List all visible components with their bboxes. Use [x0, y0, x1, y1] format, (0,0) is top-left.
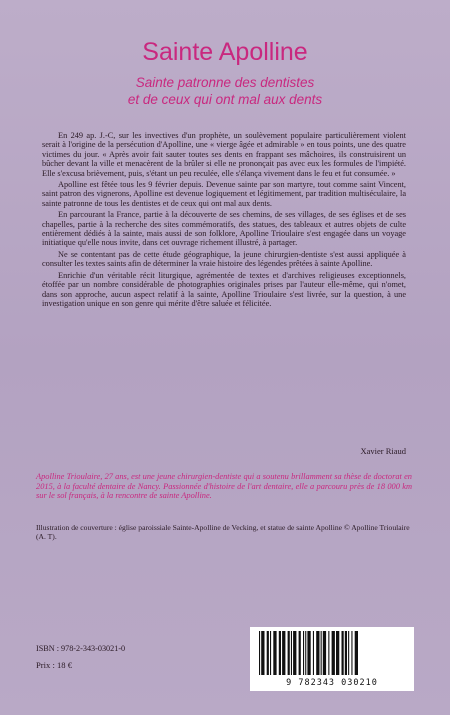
barcode-digits: 9 782343 030210: [286, 678, 378, 688]
barcode-bar: [259, 631, 260, 675]
barcode-bar: [279, 631, 281, 675]
barcode-bar: [332, 631, 335, 675]
subtitle-line-2: et de ceux qui ont mal aux dents: [127, 92, 323, 107]
barcode-bar: [288, 631, 290, 675]
barcode-bar: [355, 631, 358, 675]
barcode-bar: [293, 631, 296, 675]
blurb-paragraph-5: Enrichie d'un véritable récit liturgique, agrémentée de textes et d'archives religieuses exceptionnels, étoffée par un nombre considérable de photographies originales prises par l'auteur elle-même, qui n'omet, dans son approche, aucun aspect relatif à la sainte, Apolline Trioulaire s'est livrée, sur la question, à une investigation unique en son genre qui mérite d'être saluée et félicitée.: [42, 270, 406, 308]
barcode-bar: [313, 631, 314, 675]
subtitle-line-1: Sainte patronne des dentistes: [135, 75, 315, 90]
blurb-paragraph-4: Ne se contentant pas de cette étude géographique, la jeune chirurgien-dentiste s'est aussi appliquée à consulter les textes saints afin de déterminer la vraie histoire des légendes prêtées à sainte Apolline.: [42, 249, 406, 269]
blurb: [42, 131, 406, 310]
blurb-paragraph-2: Apolline est fêtée tous les 9 février depuis. Devenue sainte par son martyre, tout comme saint Vincent, saint patron des vignerons, Apolline est devenue logiquement et légitimement, par tradition multiséculaire, la sainte patronne de tous les dentistes et de ceux qui ont mal aux dents.: [42, 180, 406, 208]
price: Prix : 18 €: [36, 660, 73, 670]
cover-credit: Illustration de couverture : église paroissiale Sainte-Apolline de Vecking, et statue de sainte Apolline © Apolline Trioulaire (A. T).: [36, 523, 410, 541]
barcode-bar: [351, 631, 352, 675]
barcode-bar: [342, 631, 344, 675]
barcode-bar: [328, 631, 329, 675]
barcode-bar: [291, 631, 292, 675]
barcode-bar: [348, 631, 349, 675]
barcode-bar: [345, 631, 347, 675]
isbn: ISBN : 978-2-343-03021-0: [36, 644, 126, 653]
blurb-paragraph-3: En parcourant la France, partie à la découverte de ses chemins, de ses villages, de ses églises et de ses chapelles, partie à la recherche des sites commémoratifs, des statues, des tableaux et autres objets de culte entièrement dédiés à la sainte, mais aussi de son folklore, Apolline Trioulaire s'est engagée dans un voyage initiatique qu'elle nous invite, dans cet ouvrage richement illustré, à partager.: [42, 210, 406, 248]
barcode-bar: [261, 631, 264, 675]
barcode-bar: [336, 631, 339, 675]
barcode-bar: [303, 631, 304, 675]
blurb-author: Xavier Riaud: [360, 446, 406, 456]
barcode-bar: [270, 631, 271, 675]
barcode-bar: [282, 631, 285, 675]
barcode: [250, 627, 414, 691]
blurb-paragraph-1: En 249 ap. J.-C, sur les invectives d'un prophète, un soulèvement populaire particulièrement violent serait à l'origine de la persécution d'Apolline, une « vierge âgée et admirable » en tous points, une des quatre victimes du jour. « Après avoir fait sauter toutes ses dents en frappant ses mâchoires, ils construisirent un bûcher devant la ville et menacèrent de la brûler si elle ne prononçait pas avec eux les formules de l'impiété. Elle s'excusa brièvement, puis, s'étant un peu reculée, elle s'élança vivement dans le feu et fut consumée. »: [42, 131, 406, 178]
barcode-bar: [307, 631, 310, 675]
barcode-bar: [273, 631, 276, 675]
barcode-bar: [321, 631, 322, 675]
barcode-bars: [257, 631, 407, 675]
barcode-bar: [323, 631, 326, 675]
barcode-bar: [305, 631, 306, 675]
barcode-bar: [316, 631, 319, 675]
author-bio: Apolline Trioulaire, 27 ans, est une jeune chirurgien-dentiste qui a soutenu brillamment sa thèse de doctorat en 2015, à la faculté dentaire de Nancy. Passionnée d'histoire de l'art dentaire, elle a parcouru près de 18 000 km sur le sol français, à la rencontre de sainte Apolline.: [36, 472, 412, 501]
book-title: Sainte Apolline: [142, 38, 308, 66]
barcode-bar: [299, 631, 301, 675]
barcode-bar: [267, 631, 269, 675]
